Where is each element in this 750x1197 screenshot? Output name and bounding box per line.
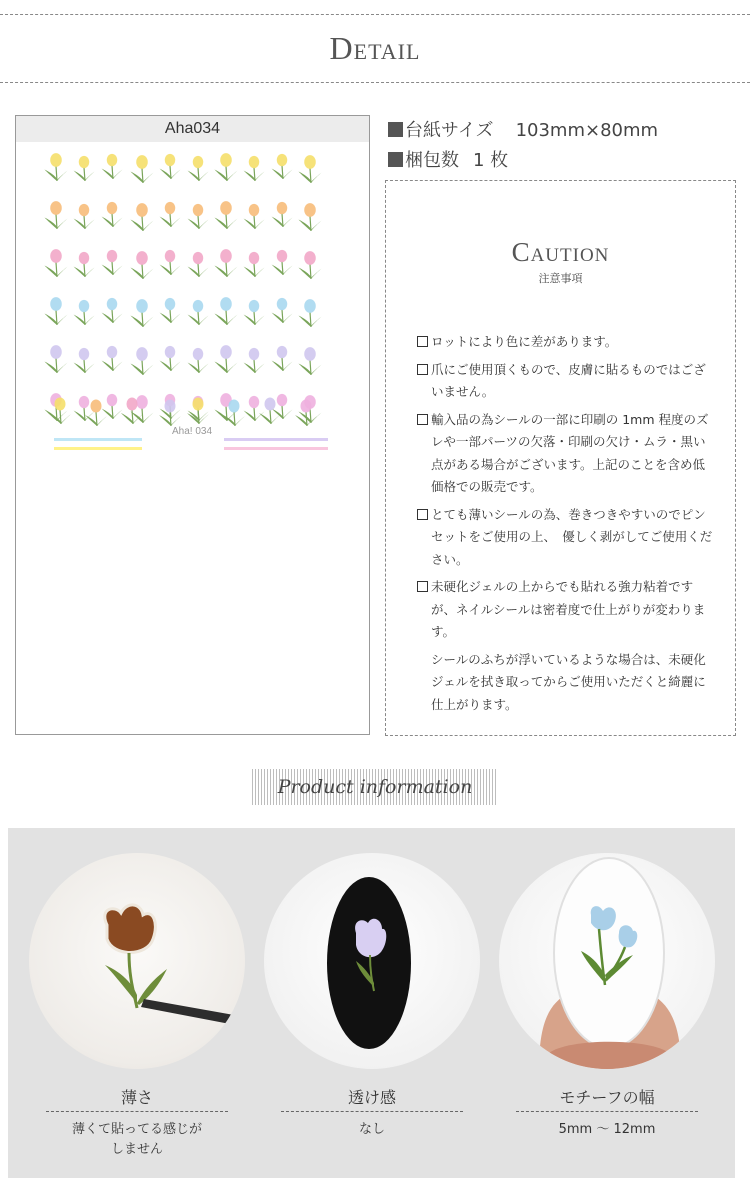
- tulip-sticker: [214, 249, 237, 277]
- tulip-sticker: [130, 299, 153, 327]
- color-strip: [224, 447, 328, 450]
- white-nail-icon: [499, 853, 715, 1069]
- thinness-photo: [29, 853, 245, 1069]
- sheet-label: Aha! 034: [172, 426, 213, 437]
- checkbox-outline-icon: [417, 509, 428, 520]
- tulip-sticker: [298, 299, 321, 327]
- feature-divider: [46, 1111, 228, 1112]
- top-divider: [0, 14, 750, 15]
- tulip-sticker: [44, 201, 67, 229]
- product-information-banner: [252, 769, 498, 805]
- caution-item: とても薄いシールの為、巻きつきやすいのでピンセットをご使用の上、 優しく剥がしてご使用ください。: [417, 504, 717, 572]
- tulip-sticker: [188, 252, 209, 277]
- tulip-sticker: [244, 348, 265, 373]
- tulip-sticker: [102, 346, 123, 371]
- feature-value-transparency: なし: [358, 1122, 385, 1137]
- tulip-sticker: [74, 156, 95, 181]
- tulip-sticker: [272, 346, 293, 371]
- title-divider: [0, 82, 750, 83]
- feature-label-thinness: 薄さ: [120, 1088, 153, 1107]
- tulip-sticker: [244, 204, 265, 229]
- caution-item: 未硬化ジェルの上からでも貼れる強力粘着ですが、ネイルシールは密着度で仕上がりが変わります。: [417, 576, 717, 644]
- tulip-sticker: [298, 203, 321, 231]
- tulip-sticker: [44, 345, 67, 373]
- checkbox-outline-icon: [417, 414, 428, 425]
- tulip-sticker: [130, 155, 153, 183]
- tulip-sticker: [244, 396, 265, 421]
- tulip-sticker: [214, 345, 237, 373]
- tulip-sticker: [188, 156, 209, 181]
- caution-item: ロットにより色に差があります。: [417, 331, 717, 354]
- color-strip: [54, 447, 142, 450]
- sticker-sheet-image: [38, 142, 328, 472]
- feature-value-thinness: 薄くて貼ってる感じがしません: [71, 1122, 202, 1157]
- feature-divider: [281, 1111, 463, 1112]
- caution-item: シールのふちが浮いているような場合は、未硬化ジェルを拭き取ってからご使用いただくと綺麗に仕上がります。: [431, 651, 706, 712]
- tulip-sticker: [214, 297, 237, 325]
- spec-value: 1 枚: [473, 150, 509, 171]
- tulip-sticker: [244, 156, 265, 181]
- tulip-sticker: [44, 249, 67, 277]
- tulip-sticker: [160, 298, 181, 323]
- tulip-sticker: [244, 300, 265, 325]
- tulip-sticker: [74, 204, 95, 229]
- spec-label: 台紙サイズ: [405, 120, 494, 141]
- page-title: Detail: [329, 30, 421, 66]
- tulip-sticker: [272, 298, 293, 323]
- tulip-sticker: [188, 204, 209, 229]
- spec-value: 103mm×80mm: [515, 120, 659, 141]
- checkbox-outline-icon: [417, 581, 428, 592]
- feature-divider: [516, 1111, 698, 1112]
- feature-label-motif-width: モチーフの幅: [559, 1088, 655, 1107]
- tulip-sticker: [272, 202, 293, 227]
- tulip-sticker: [102, 298, 123, 323]
- tulip-sticker: [102, 202, 123, 227]
- tulip-sticker: [298, 347, 321, 375]
- tulip-sticker: [298, 251, 321, 279]
- tulip-sticker: [44, 297, 67, 325]
- tulip-sticker: [130, 203, 153, 231]
- color-strip: [224, 438, 328, 441]
- caution-item: 輸入品の為シールの一部に印刷の 1mm 程度のズレや一部パーツの欠落・印刷の欠け・ムラ・黒い点がある場合がございます。上記のことを含め低価格での販売です。: [417, 409, 717, 499]
- tulip-sticker: [272, 250, 293, 275]
- caution-list: [417, 331, 717, 721]
- tulip-sticker: [130, 251, 153, 279]
- caution-subtitle: 注意事項: [538, 272, 583, 285]
- square-bullet-icon: [388, 152, 403, 167]
- square-bullet-icon: [388, 122, 403, 137]
- feature-label-transparency: 透け感: [347, 1088, 396, 1107]
- spec-label: 梱包数: [405, 150, 459, 171]
- tulip-sticker: [188, 348, 209, 373]
- motif-width-photo: [499, 853, 715, 1069]
- tulip-sticker: [74, 300, 95, 325]
- tulip-sticker: [74, 348, 95, 373]
- tulip-sticker: [159, 400, 181, 427]
- transparency-photo: [264, 853, 480, 1069]
- tulip-sticker: [244, 252, 265, 277]
- caution-title: Caution: [511, 237, 610, 267]
- product-information-title: Product information: [277, 776, 473, 798]
- caution-panel: [385, 180, 736, 736]
- tulip-sticker: [102, 394, 123, 419]
- tulip-sticker: [214, 201, 237, 229]
- color-strip: [54, 438, 142, 441]
- tulip-sticker: [214, 153, 237, 181]
- caution-item: 爪にご使用頂くもので、皮膚に貼るものではございません。: [417, 359, 717, 404]
- tulip-sticker: [130, 347, 153, 375]
- tulip-sticker: [160, 202, 181, 227]
- spec-quantity: [388, 146, 508, 172]
- tulip-sticker: [298, 155, 321, 183]
- checkbox-outline-icon: [417, 336, 428, 347]
- tulip-sticker: [102, 154, 123, 179]
- tulip-sticker: [160, 346, 181, 371]
- tulip-sticker: [160, 154, 181, 179]
- spec-board-size: [388, 116, 658, 142]
- black-nail-icon: [264, 853, 480, 1069]
- tulip-sticker: [74, 252, 95, 277]
- checkbox-outline-icon: [417, 364, 428, 375]
- tulip-sticker-icon: [29, 853, 245, 1069]
- feature-value-motif-width: 5mm 〜 12mm: [558, 1122, 656, 1137]
- tulip-sticker: [188, 300, 209, 325]
- tulip-sticker: [272, 154, 293, 179]
- tulip-sticker: [160, 250, 181, 275]
- tulip-sticker: [44, 153, 67, 181]
- product-code: Aha034: [16, 116, 369, 142]
- tulip-sticker: [102, 250, 123, 275]
